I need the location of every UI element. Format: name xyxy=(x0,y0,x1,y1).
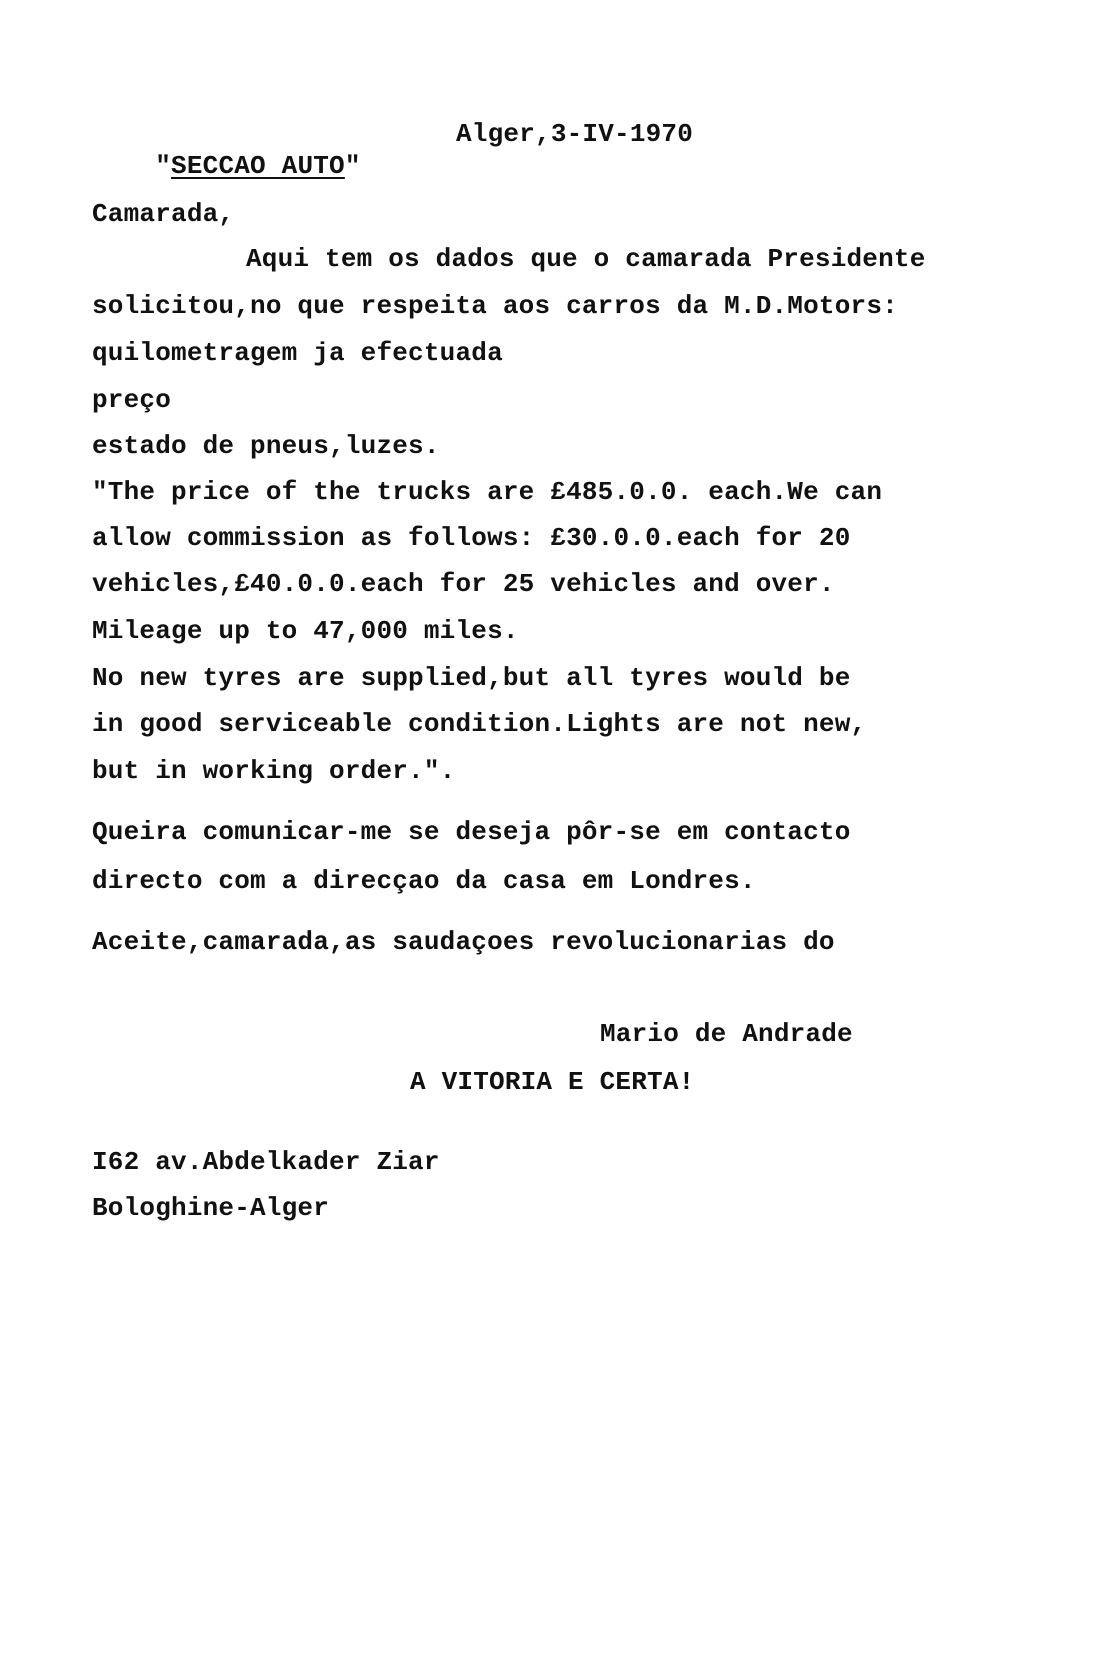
quotation-line: in good serviceable condition.Lights are not new, xyxy=(92,709,867,739)
quotation-line: allow commission as follows: £30.0.0.each for 20 xyxy=(92,523,851,553)
quotation-line: No new tyres are supplied,but all tyres would be xyxy=(92,663,851,693)
address-line: I62 av.Abdelkader Ziar xyxy=(92,1147,440,1177)
open-quote: " xyxy=(155,151,172,181)
quotation-line: vehicles,£40.0.0.each for 25 vehicles and over. xyxy=(92,569,835,599)
item-line: preço xyxy=(92,385,172,415)
quotation-line: Mileage up to 47,000 miles. xyxy=(92,616,519,646)
address-line: Bologhine-Alger xyxy=(92,1193,330,1223)
quotation-line: "The price of the trucks are £485.0.0. each.We can xyxy=(92,477,883,507)
salutation: Camarada, xyxy=(92,199,235,229)
signature-motto: A VITORIA E CERTA! xyxy=(410,1067,695,1097)
close-quote: " xyxy=(344,151,361,181)
signature-name: Mario de Andrade xyxy=(600,1019,853,1049)
request-line: directo com a direcçao da casa em Londres. xyxy=(92,866,756,896)
request-line: Queira comunicar-me se deseja pôr-se em contacto xyxy=(92,817,851,847)
closing-line: Aceite,camarada,as saudaçoes revolucionarias do xyxy=(92,927,835,957)
place-date: Alger,3-IV-1970 xyxy=(456,119,694,149)
intro-line-2: solicitou,no que respeita aos carros da M.D.Motors: xyxy=(92,291,898,321)
item-line: estado de pneus,luzes. xyxy=(92,431,440,461)
intro-line-1: Aqui tem os dados que o camarada Presidente xyxy=(246,244,926,274)
item-line: quilometragem ja efectuada xyxy=(92,338,503,368)
quotation-line: but in working order.". xyxy=(92,756,456,786)
section-title: SECCAO AUTO xyxy=(171,151,345,181)
